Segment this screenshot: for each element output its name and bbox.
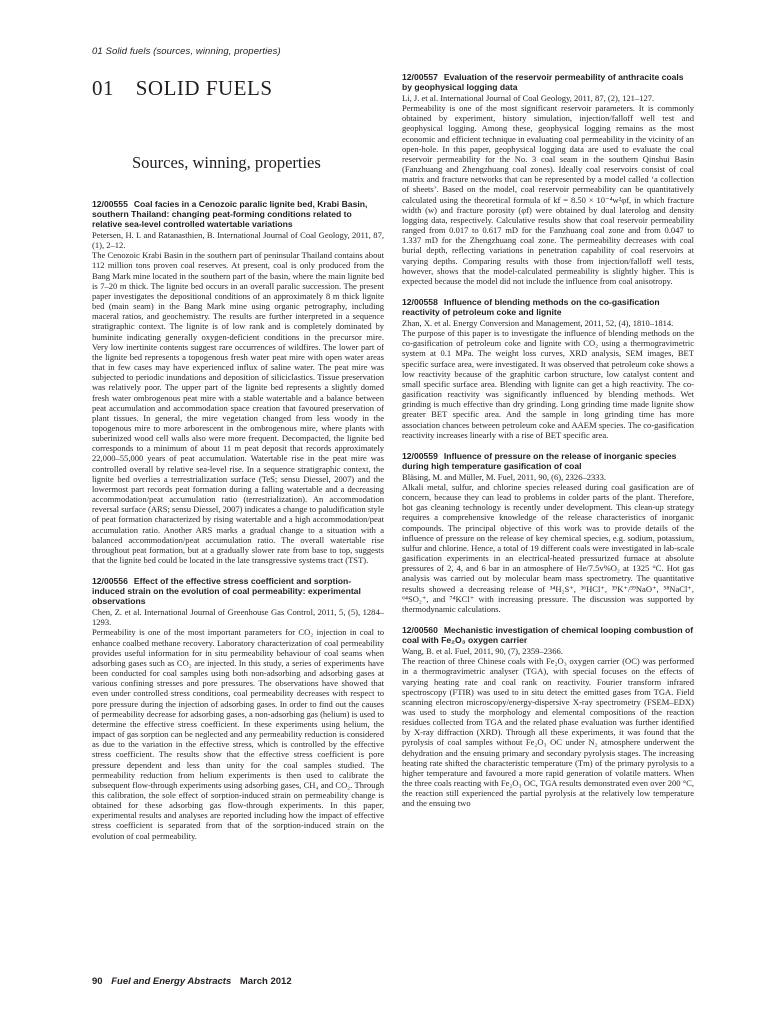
- entry-title: [402, 72, 694, 92]
- entry-title: [92, 576, 384, 606]
- entry-id: 12/00555: [92, 199, 128, 209]
- entry-abstract: The Cenozoic Krabi Basin in the southern part of peninsular Thailand contains about 112 million tons proven coal reserves. At present, coal is only produced from the Bang Mark mine located in the southern part of the basin, where the main lignite bed is 7–20 m thick. The lignite bed occurs in an overall paralic succession. The present paper investigates the depositional conditions of an approximately 8 m thick lignite bed (main seam) in the Bang Mark mine using organic petrography, including maceral ratios, and geochemistry. The results are further interpreted in a sequence stratigraphic context. The lignite is of low rank and is completely dominated by huminite indicating generally oxygen-deficient conditions in the precursor mire. Very low inertinite contents suggest rare occurrences of wildfires. The lower part of the lignite bed represents a topogenous fresh water peat mire with open water areas that in few cases may have experienced influx of saline water. The peat mire was subjected to periodic inundations and deposition of siliciclastics. Tissue preservation was relatively poor. The upper part of the lignite bed represents a slightly domed fresh water ombrogenous peat mire with a stable watertable and a balance between peat accumulation and accommodation space creation that favoured preservation of plant tissues. In general, the mire vegetation changed from less woody in the topogenous mire to more arborescent in the ombrogenous mire, where plants with suberinized wood cell walls also were more frequent. Decompacted, the lignite bed corresponds to a minimum of about 11 m peat deposit that records approximately 22,000–55,000 years of peat accumulation. Watertable rise in the peat mire was controlled overall by relative sea-level rise. In a sequence stratigraphic context, the lignite bed overlies a terrestrialization surface (TeS; sensu Diessel, 2007) and the lowermost part records peat formation during a falling watertable and a decreasing accommodation/peat accumulation ratio (terrestrialization). An accommodation reversal surface (ARS; sensu Diessel, 2007) indicates a change to paludification style of peat formation characterized by rising watertable and a high accommodation/peat accumulation ratio. Another ARS marks a gradual change to a situation with a balanced accommodation/peat accumulation ratio. The overall watertable rise throughout peat formation, but at a gradually slower rate from base to top, suggests that the lignite bed could be located in the late transgressive systems tract (TST).: [92, 250, 384, 565]
- entry-title: [402, 297, 694, 317]
- entry-title-text: Evaluation of the reservoir permeability of anthracite coals by geophysical logging data: [402, 72, 684, 92]
- entry-title-text: Mechanistic investigation of chemical looping combustion of coal with Fe₂O₃ oxygen carrier: [402, 625, 694, 646]
- entry-title-text: Coal facies in a Cenozoic paralic lignite bed, Krabi Basin, southern Thailand: changing peat-forming conditions related to relative sea-level controlled watertable variations: [92, 199, 368, 229]
- entry-citation: Li, J. et al. International Journal of Coal Geology, 2011, 87, (2), 121–127.: [402, 93, 655, 103]
- entry-id: 12/00558: [402, 296, 438, 307]
- entry-citation: Chen, Z. et al. International Journal of Greenhouse Gas Control, 2011, 5, (5), 1284–1293.: [92, 607, 384, 628]
- page-number: 90: [92, 976, 103, 987]
- entry-title: [92, 199, 384, 229]
- abstract-entry: [402, 297, 694, 440]
- entry-title-text: Influence of pressure on the release of inorganic species during high temperature gasification of coal: [402, 450, 677, 471]
- entry-abstract: The purpose of this paper is to investigate the influence of blending methods on the co-gasification of petroleum coke and lignite with CO₂ using a thermogravimetric system at 0.1 MPa. The weight loss curves, XRD analysis, SEM images, BET specific surface area, were investigated. It was observed that petroleum coke shows a low reactivity because of the graphitic carbon structure, low catalyst content and small specific surface area. Blending with lignite can get a high reactivity. The co-gasification reactivity was significantly influenced by blending methods. Wet grinding is much effective than dry grinding. Long grinding time made lignite show greater BET specific area. And the sample in long grinding time has more association chances between petroleum coke and AAEM species. The co-gasification reactivity increases linearly with a rise of BET specific area.: [402, 328, 694, 440]
- left-column: [92, 72, 384, 852]
- issue-date: March 2012: [239, 976, 292, 987]
- entry-title: [402, 451, 694, 471]
- entry-citation: Bläsing, M. and Müller, M. Fuel, 2011, 90, (6), 2326–2333.: [402, 471, 606, 482]
- section-number: 01: [92, 76, 114, 100]
- entry-id: 12/00559: [402, 450, 438, 461]
- section-heading: [92, 76, 384, 101]
- journal-name: Fuel and Energy Abstracts: [111, 976, 232, 987]
- entry-title-text: Effect of the effective stress coefficient and sorption-induced strain on the evolution of coal permeability: experimental observations: [92, 576, 361, 607]
- entry-citation: Zhan, X. et al. Energy Conversion and Management, 2011, 52, (4), 1810–1814.: [402, 317, 674, 328]
- abstract-entry: [402, 72, 694, 286]
- subsection-heading: Sources, winning, properties: [132, 153, 321, 172]
- entry-citation: Wang, B. et al. Fuel, 2011, 90, (7), 2359–2366.: [402, 646, 563, 657]
- entry-title: [402, 625, 694, 645]
- right-column: [402, 72, 694, 820]
- entry-abstract: Permeability is one of the most important parameters for CO₂ injection in coal to enhance coalbed methane recovery. Laboratory characterization of coal permeability provides useful information for in situ permeability behaviour of coal seams when adsorbing gases such as CO₂ are injected. In this study, a series of experiments have been conducted for coal samples using both non-adsorbing and adsorbing gases at various confining stresses and pore pressures. The observations have showed that even under controlled stress conditions, coal permeability decreases with respect to pore pressure during the injection of adsorbing gases. In order to find out the causes of permeability decrease for adsorbing gases, a non-adsorbing gas (helium) is used to determine the effective stress coefficient. In these experiments using helium, the impact of gas sorption can be neglected and any permeability reduction is considered as due to the variation in the effective stress, which is controlled by the effective stress coefficient. The results show that the effective stress coefficient is pore pressure dependent and less than unity for the coal samples studied. The permeability reduction from helium experiments is then used to calibrate the subsequent flow-through experiments using adsorbing gases, CH₄ and CO₂. Through this calibration, the sole effect of sorption-induced strain on permeability change is obtained for these adsorbing gas flow-through experiments. In this paper, experimental results and analyses are reported including how the impact of effective stress coefficient is separated from that of the sorption-induced strain on the evolution of coal permeability.: [92, 627, 384, 841]
- entry-title-text: Influence of blending methods on the co-gasification reactivity of petroleum coke and lignite: [402, 296, 660, 317]
- entry-abstract: Alkali metal, sulfur, and chlorine species released during coal gasification are of concern, because they can lead to problems in colder parts of the plant. Therefore, hot gas cleaning technology is recently under development. This clean-up strategy requires a comprehensive knowledge of the release characteristics of inorganic compounds. The principal objective of this work was to provide details of the influence of pressure on the release of key chemical species, e.g. sodium, potassium, sulfur and chlorine. Hence, a total of 19 different coals were investigated in lab-scale gasification experiments in an electrical-heated pressurized furnace at absolute pressures of 2, 4, and 6 bar in an atmosphere of He/7.5v%O₂ at 1325 °C. Hot gas analysis was carried out by molecular beam mass spectrometry. The quantitative results showed a decreasing release of ³⁴H₂S⁺, ³⁶HCl⁺, ³⁹K⁺/³⁹NaO⁺, ⁵⁸NaCl⁺, ⁶⁴SO₂⁺, and ⁷⁴KCl⁺ with increasing pressure. The discussion was supported by thermodynamic calculations.: [402, 482, 694, 614]
- entry-id: 12/00557: [402, 72, 438, 82]
- entry-abstract: The reaction of three Chinese coals with Fe₂O₃ oxygen carrier (OC) was performed in a thermogravimetric analyser (TGA), with special focuses on the effects of varying heating rate and coal rank on reactivity. Fourier transform infrared spectroscopy (FTIR) was used to in situ detect the emitted gases from TGA. Field scanning electron microscopy/energy-dispersive X-ray spectrometry (FSEM–EDX) was used to study the morphology and elemental compositions of the reaction residues collected from TGA and the related phase evaluation was further identified by X-ray diffraction (XRD). Through all these experiments, it was found that the pyrolysis of coal samples without Fe₂O₃ OC under N₂ atmosphere underwent the dehydration and the ensuing primary and secondary pyrolysis stages. The increasing heating rate shifted the characteristic temperature (Tm) of the primary pyrolysis to a higher temperature and favoured a more rapid generation of volatile matters. When the three coals reacting with Fe₂O₃ OC, TGA results demonstrated even over 200 °C, the reaction still experienced the partial pyrolysis at the relatively low temperature and the ensuing two: [402, 656, 694, 809]
- abstract-entry: [92, 576, 384, 841]
- abstract-entry: [402, 451, 694, 614]
- entry-id: 12/00560: [402, 625, 438, 636]
- entry-citation: Petersen, H. I. and Ratanasthien, B. International Journal of Coal Geology, 2011, 87, (1), 2–12.: [92, 230, 384, 251]
- abstract-entry: [92, 199, 384, 565]
- page-footer: [92, 976, 292, 987]
- abstract-entry: [402, 625, 694, 809]
- running-head: 01 Solid fuels (sources, winning, properties): [92, 46, 281, 57]
- entry-abstract: Permeability is one of the most significant reservoir parameters. It is commonly obtained by experiment, history simulation, injection/falloff well test and geophysical logging. Among these, geophysical logging remains as the most economic and efficient technique in evaluating coal permeability in the vicinity of an open-hole. In this paper, geophysical logging data are used to evaluate the coal reservoir permeability for the No. 3 coal seam in the southern Qinshui Basin (Fanzhuang and Zhengzhuang coal zones). Ideally coal reservoirs consist of coal matrix and fracture networks that can be represented by a model called ‘a collection of sheets’. Based on the model, coal reservoir permeability can be quantitatively calculated using the theoretical formula of kf = 8.50 × 10⁻⁴w²φf, in which fracture width (w) and fracture porosity (φf) were obtained by dual laterolog and density logging data, respectively. Calculative results show that coal reservoir permeability ranged from 0.017 to 0.617 mD for the Fanzhuang coal zone and from 0.047 to 1.337 mD for the Zhengzhuang coal zone. The permeability decreases with coal burial depth, reflecting variations in penetration capability of coal reservoirs at varying depths. Comparing results with those from injection/falloff well tests, however, shows that the model-calculated permeability is slightly higher. This is expected because the model did not include the influence from coal anisotropy.: [402, 103, 694, 286]
- section-title: SOLID FUELS: [135, 76, 273, 100]
- entry-id: 12/00556: [92, 576, 128, 587]
